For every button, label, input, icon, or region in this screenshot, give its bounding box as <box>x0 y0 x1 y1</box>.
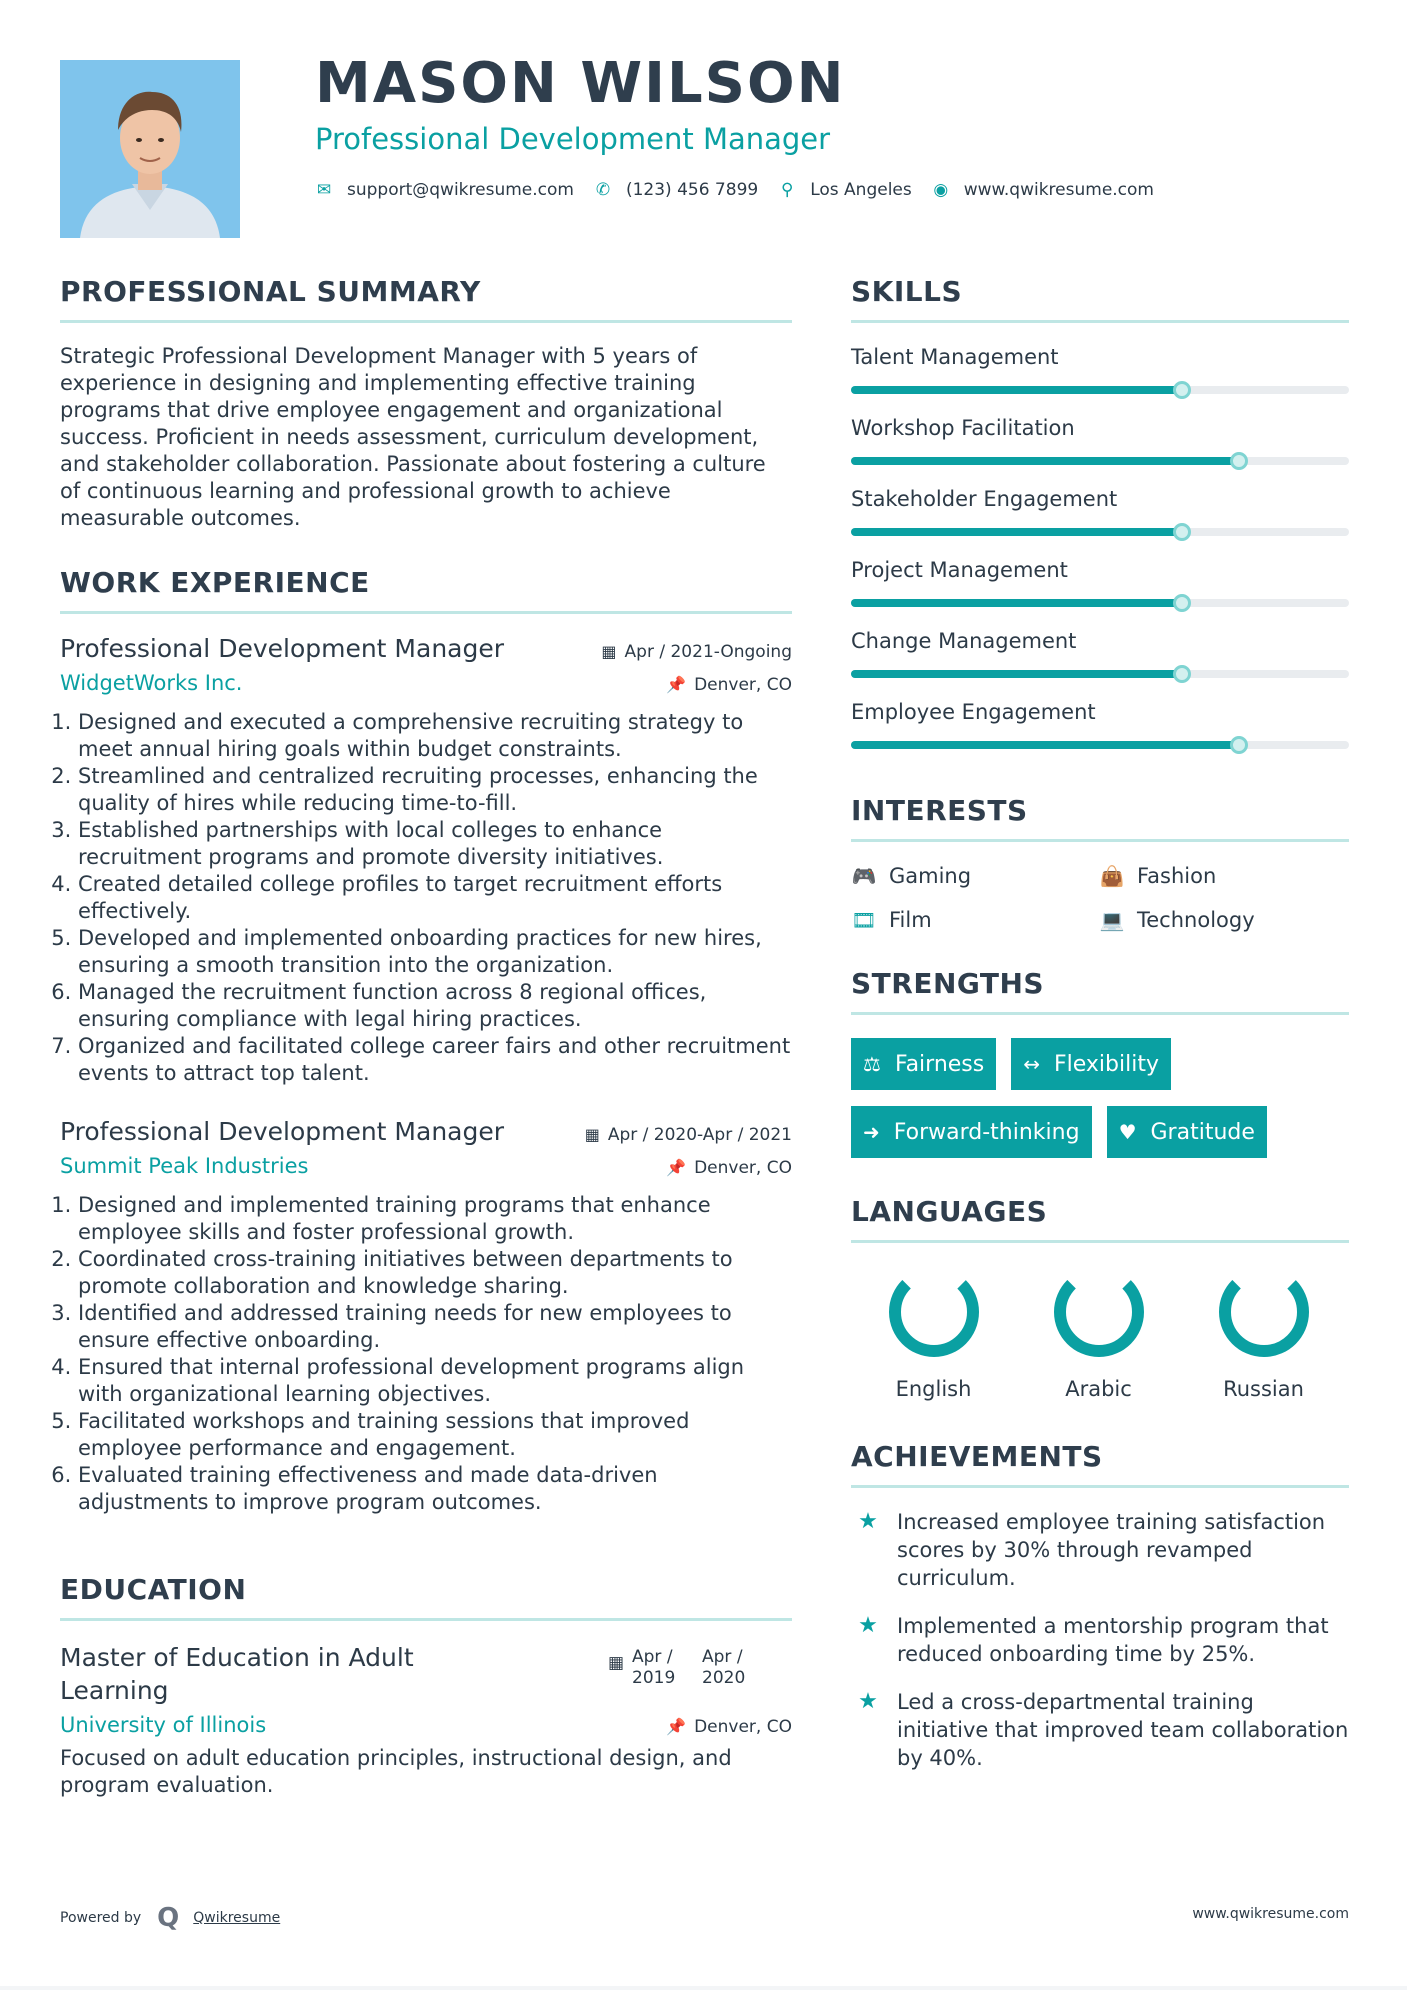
skill-item <box>851 416 1349 465</box>
profile-photo <box>60 60 240 238</box>
pushpin-icon: 📌 <box>666 1717 687 1736</box>
school-name: University of Illinois <box>60 1713 267 1737</box>
interest-label: Technology <box>1137 908 1255 932</box>
arrows-horizontal-icon: ↔ <box>1023 1052 1040 1076</box>
skill-item <box>851 700 1349 749</box>
job-dates <box>601 642 792 662</box>
skill-item <box>851 629 1349 678</box>
list-item: 6. Evaluated training effectiveness and made data-driven adjustments to improve program outcomes. <box>78 1462 792 1516</box>
right-column <box>851 275 1349 1772</box>
interest-item <box>1099 908 1349 932</box>
brand-link[interactable]: Qwikresume <box>193 1910 281 1926</box>
achievement-item <box>851 1508 1349 1592</box>
list-item: 6. Managed the recruitment function across 8 regional offices, ensuring compliance with legal hiring practices. <box>78 979 792 1033</box>
film-icon: 🎞 <box>851 908 877 932</box>
strength-chip <box>1011 1038 1171 1090</box>
summary-section <box>60 275 792 532</box>
language-item <box>851 1265 1016 1401</box>
skill-bar-knob <box>1173 594 1191 612</box>
education-description: Focused on adult education principles, instructional design, and program evaluation. <box>60 1746 732 1797</box>
section-divider <box>60 1618 792 1621</box>
section-divider <box>60 320 792 323</box>
language-item <box>1181 1265 1346 1401</box>
job-location-text: Denver, CO <box>694 1158 792 1178</box>
interest-label: Fashion <box>1137 864 1217 888</box>
star-badge-icon: ★ <box>858 1689 878 1714</box>
skill-bar-knob <box>1230 452 1248 470</box>
footer-powered-by <box>60 1903 280 1933</box>
interest-item <box>851 908 1099 932</box>
skill-bar-knob <box>1230 736 1248 754</box>
education-location-text: Denver, CO <box>694 1717 792 1737</box>
skill-bar-knob <box>1173 665 1191 683</box>
contact-phone-text: (123) 456 7899 <box>625 180 759 200</box>
skill-bar <box>851 741 1349 749</box>
calendar-icon: ▦ <box>607 1653 624 1673</box>
balance-scale-icon: ⚖ <box>863 1052 881 1076</box>
contact-location <box>778 180 912 200</box>
contact-website-text: www.qwikresume.com <box>963 180 1154 200</box>
language-ring <box>1217 1265 1311 1359</box>
language-ring-arc <box>887 1265 981 1359</box>
list-item: 2. Coordinated cross-training initiatives between departments to promote collaboration and knowledge sharing. <box>78 1246 792 1300</box>
skill-bar <box>851 457 1349 465</box>
section-divider <box>851 1012 1349 1015</box>
section-title: INTERESTS <box>851 794 1028 827</box>
section-divider <box>851 320 1349 323</box>
skill-label: Stakeholder Engagement <box>851 487 1118 511</box>
achievement-text: Implemented a mentorship program that reduced onboarding time by 25%. <box>897 1614 1329 1666</box>
skill-bar <box>851 599 1349 607</box>
list-item: 5. Facilitated workshops and training sessions that improved employee performance and engagement. <box>78 1408 792 1462</box>
section-title: EDUCATION <box>60 1573 247 1606</box>
language-label: Arabic <box>1065 1377 1132 1401</box>
section-title: SKILLS <box>851 275 963 308</box>
achievement-item <box>851 1612 1349 1668</box>
globe-icon: ◉ <box>933 180 949 200</box>
job-bullets <box>60 1192 792 1516</box>
education-dates <box>608 1647 762 1707</box>
summary-text: Strategic Professional Development Manager with 5 years of experience in designing and implementing effective training programs that drive employee engagement and organizational success. Proficient in needs assessment, curriculum development, and stakeholder collaboration. Passionate about fostering a culture of continuous learning and professional growth to achieve measurable outcomes. <box>60 344 766 530</box>
skill-bar-knob <box>1173 523 1191 541</box>
section-title: ACHIEVEMENTS <box>851 1440 1103 1473</box>
strengths-list <box>851 1038 1349 1158</box>
list-item: 1. Designed and implemented training programs that enhance employee skills and foster professional growth. <box>78 1192 792 1246</box>
skill-label: Project Management <box>851 558 1068 582</box>
education-end: Apr / 2020 <box>702 1647 746 1688</box>
strength-label: Fairness <box>894 1051 985 1077</box>
skill-bar-knob <box>1173 381 1191 399</box>
achievement-text: Led a cross-departmental training initiative that improved team collaboration by 40%. <box>897 1690 1349 1770</box>
heart-icon: ♥ <box>1118 1120 1137 1144</box>
section-divider <box>851 839 1349 842</box>
skill-item <box>851 558 1349 607</box>
strengths-section <box>851 967 1349 1158</box>
skill-bar-fill <box>851 528 1182 536</box>
achievements-section <box>851 1440 1349 1772</box>
left-column <box>60 275 792 1799</box>
language-ring-arc <box>1052 1265 1146 1359</box>
section-title: PROFESSIONAL SUMMARY <box>60 275 481 308</box>
job-location-text: Denver, CO <box>694 675 792 695</box>
job-entry <box>60 1117 792 1516</box>
job-entry <box>60 634 792 1087</box>
map-pin-icon: ⚲ <box>780 180 794 200</box>
job-title: Professional Development Manager <box>60 1117 505 1146</box>
job-bullets <box>60 709 792 1087</box>
skill-item <box>851 487 1349 536</box>
job-title: Professional Development Manager <box>60 634 505 663</box>
contact-bar <box>315 180 1174 200</box>
interest-label: Film <box>889 908 932 932</box>
list-item: 7. Organized and facilitated college career fairs and other recruitment events to attract top talent. <box>78 1033 792 1087</box>
skill-label: Talent Management <box>851 345 1059 369</box>
phone-icon: ✆ <box>595 180 611 200</box>
bottom-band <box>0 1986 1407 1990</box>
calendar-icon: ▦ <box>584 1125 600 1144</box>
language-ring <box>887 1265 981 1359</box>
company-name: WidgetWorks Inc. <box>60 671 243 695</box>
language-label: Russian <box>1223 1377 1304 1401</box>
list-item: 4. Created detailed college profiles to target recruitment efforts effectively. <box>78 871 792 925</box>
languages-section <box>851 1195 1349 1401</box>
skill-bar-fill <box>851 599 1182 607</box>
experience-section <box>60 566 792 1516</box>
skill-bar-fill <box>851 670 1182 678</box>
interests-section <box>851 794 1349 932</box>
list-item: 2. Streamlined and centralized recruiting processes, enhancing the quality of hires while reducing time-to-fill. <box>78 763 792 817</box>
skill-label: Change Management <box>851 629 1077 653</box>
section-divider <box>851 1485 1349 1488</box>
skills-section <box>851 275 1349 749</box>
education-location <box>666 1717 792 1737</box>
skill-item <box>851 345 1349 394</box>
skill-label: Workshop Facilitation <box>851 416 1075 440</box>
footer-url[interactable]: www.qwikresume.com <box>1192 1906 1349 1922</box>
contact-email-text: support@qwikresume.com <box>347 180 574 200</box>
shopping-bag-icon: 👜 <box>1099 864 1125 888</box>
candidate-name: MASON WILSON <box>315 51 846 116</box>
qwikresume-logo-icon: Q <box>157 1903 180 1933</box>
language-ring-arc <box>1217 1265 1311 1359</box>
list-item: 3. Identified and addressed training needs for new employees to ensure effective onboarding. <box>78 1300 792 1354</box>
strength-label: Forward-thinking <box>893 1119 1080 1145</box>
strength-chip <box>851 1106 1092 1158</box>
job-location <box>666 1158 792 1178</box>
interest-label: Gaming <box>889 864 972 888</box>
strength-chip <box>851 1038 996 1090</box>
list-item: 4. Ensured that internal professional development programs align with organizational learning objectives. <box>78 1354 792 1408</box>
skill-bar <box>851 670 1349 678</box>
degree-title: Master of Education in Adult Learning <box>60 1643 414 1705</box>
section-title: LANGUAGES <box>851 1195 1048 1228</box>
section-divider <box>60 611 792 614</box>
skill-label: Employee Engagement <box>851 700 1096 724</box>
strength-chip <box>1107 1106 1267 1158</box>
section-divider <box>851 1240 1349 1243</box>
star-badge-icon: ★ <box>858 1613 878 1638</box>
education-start: Apr / 2019 <box>632 1647 676 1688</box>
job-location <box>666 675 792 695</box>
interest-item <box>1099 864 1349 888</box>
skill-bar-fill <box>851 741 1239 749</box>
list-item: 5. Developed and implemented onboarding practices for new hires, ensuring a smooth transition into the organization. <box>78 925 792 979</box>
skill-bar <box>851 528 1349 536</box>
achievement-text: Increased employee training satisfaction scores by 30% through revamped curriculum. <box>897 1510 1326 1590</box>
interest-item <box>851 864 1099 888</box>
arrow-right-icon: ➜ <box>863 1120 880 1144</box>
skills-list <box>851 345 1349 749</box>
skill-bar-fill <box>851 457 1239 465</box>
envelope-icon: ✉ <box>316 180 332 200</box>
list-item: 1. Designed and executed a comprehensive recruiting strategy to meet annual hiring goals within budget constraints. <box>78 709 792 763</box>
contact-phone[interactable] <box>594 180 758 200</box>
strength-label: Gratitude <box>1150 1119 1255 1145</box>
calendar-icon: ▦ <box>601 642 617 661</box>
company-name: Summit Peak Industries <box>60 1154 309 1178</box>
gamepad-icon: 🎮 <box>851 864 877 888</box>
language-item <box>1016 1265 1181 1401</box>
contact-location-text: Los Angeles <box>810 180 912 200</box>
section-title: WORK EXPERIENCE <box>60 566 370 599</box>
contact-email[interactable] <box>315 180 574 200</box>
strength-label: Flexibility <box>1054 1051 1159 1077</box>
skill-bar <box>851 386 1349 394</box>
candidate-title: Professional Development Manager <box>315 122 831 156</box>
job-dates-text: Apr / 2020-Apr / 2021 <box>607 1125 792 1145</box>
laptop-icon: 💻 <box>1099 908 1125 932</box>
star-badge-icon: ★ <box>858 1509 878 1534</box>
achievement-item <box>851 1688 1349 1772</box>
interests-list <box>851 864 1349 932</box>
language-ring <box>1052 1265 1146 1359</box>
language-label: English <box>895 1377 972 1401</box>
powered-by-text: Powered by <box>60 1910 142 1926</box>
pushpin-icon: 📌 <box>666 1158 687 1177</box>
list-item: 3. Established partnerships with local colleges to enhance recruitment programs and promote diversity initiatives. <box>78 817 792 871</box>
section-title: STRENGTHS <box>851 967 1045 1000</box>
contact-website[interactable] <box>932 180 1154 200</box>
skill-bar-fill <box>851 386 1182 394</box>
pushpin-icon: 📌 <box>666 675 687 694</box>
languages-list <box>851 1265 1349 1401</box>
job-dates-text: Apr / 2021-Ongoing <box>624 642 792 662</box>
job-dates <box>585 1125 792 1145</box>
education-section <box>60 1573 792 1799</box>
